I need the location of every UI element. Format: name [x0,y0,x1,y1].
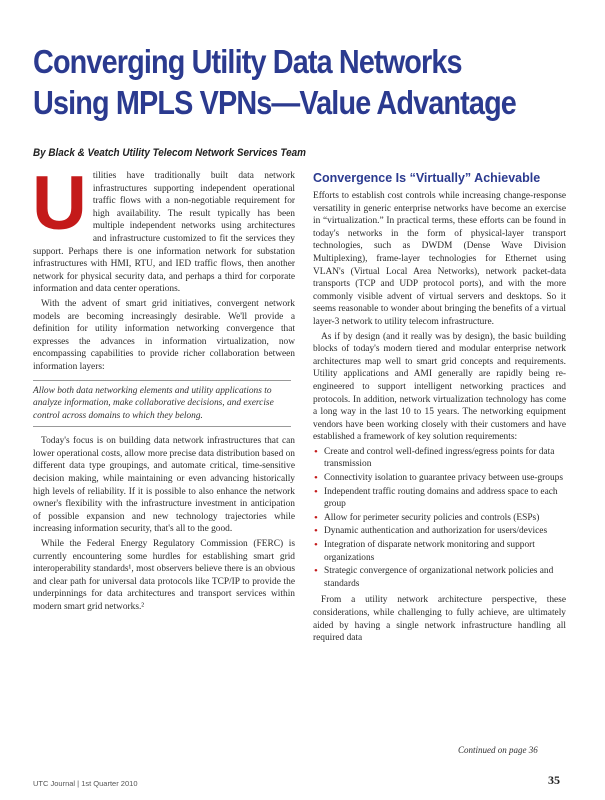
left-column [32,161,295,616]
right-column [313,170,566,647]
section-heading: Convergence Is “Virtually” Achievable [313,171,541,185]
title-line-1: Converging Utility Data Networks [33,44,462,81]
list-item: • Integration of disparate network monitoring and support organizations [313,539,566,564]
paragraph-focus: Today's focus is on building data network infrastructures that can lower operational costs, allow more precise data distribution based on different data type groupings, and automate critical, time-sensitive decision making, while maintaining or even advancing historically high levels of reliability. If it is possible to also enhance the network owner's flexibility with the infrastructure investment in anticipation of possible expansion and new technology trajectories while increasing information security, that's all to the good. [33,436,295,535]
requirements-list [313,446,566,591]
paragraph-architecture: From a utility network architecture perspective, these considerations, while challenging to fully achieve, are ultimately aided by having a single network infrastructure handling all required data [313,595,566,644]
list-item: • Create and control well-defined ingress/egress points for data transmission [313,446,566,471]
list-item: • Dynamic authentication and authorization for users/devices [313,525,566,538]
list-item: • Strategic convergence of organizational network policies and standards [313,565,566,590]
page-number: 35 [548,773,560,787]
list-item: • Connectivity isolation to guarantee privacy between use-groups [313,472,566,485]
paragraph-ferc: While the Federal Energy Regulatory Commission (FERC) is currently encountering some hurdles for establishing smart grid interoperability standards¹, most observers believe there is an obvious and clear path for universal data protocols like TCP/IP to provide the underpinnings for data architectures and transport services within modern smart grid networks.² [33,539,295,612]
footer-journal: UTC Journal | 1st Quarter 2010 [33,779,138,788]
pull-quote: Allow both data networking elements and utility applications to analyze information, make collaborative decisions, and exercise control across domains to which they belong. [33,380,291,428]
byline: By Black & Veatch Utility Telecom Network Services Team [33,147,306,159]
list-item: • Allow for perimeter security policies and controls (ESPs) [313,512,566,525]
paragraph-convergence: With the advent of smart grid initiatives, convergent network models are becoming increasingly desirable. We'll provide a definition for utility information networking convergence that expresses the advances in information virtualization, now encompassing capabilities to provide richer collaboration between information layers: [33,298,295,372]
paragraph-intro: tilities have traditionally built data network infrastructures supporting independent operational traffic flows with a non-negotiable requirement for high availability. The result typically has been multiple independent networks using architectures and infrastructure customized to fit the services they support. Perhaps there is one information network for substation infrastructures with HMI, RTU, and IED traffic flows, then another network for physical security data, and perhaps a third for corporate information and data center operations. [33,171,295,295]
paragraph-virtualization: Efforts to establish cost controls while increasing change-response versatility in generic enterprise networks have become an exercise in “virtualization.” In practical terms, these efforts can be found in today's networks in the form of physical-layer transport technologies, such as DWDM (Dense Wave Division Multiplexing), frame-layer technologies for Ethernet using VLAN's (Virtual Local Area Networks), network packet-data transports (TCP and UDP protocol ports), and with the more commonly visible advent of virtual servers and desktops. So it seems reasonable to wonder about bringing the benefits of a virtual layer-3 network to utility telecom infrastructure. [313,191,566,327]
drop-cap: U [32,161,87,246]
article-title [33,42,516,124]
list-item: • Independent traffic routing domains and address space to each group [313,486,566,511]
continued-note: Continued on page 36 [458,745,538,755]
paragraph-design: As if by design (and it really was by design), the basic building blocks of today's modern tiered and modular enterprise network architectures map well to smart grid concepts and requirements. Utility applications and AMI generally are rapidly being re-engineered to support intelligent networking practices and protocols. In addition, network virtualization technology has come a long way in the last 10 to 15 years. The networking equipment vendors have been working closely with their customers and have established a framework of key solution requirements: [313,331,566,443]
title-line-2: Using MPLS VPNs—Value Advantage [33,85,516,122]
